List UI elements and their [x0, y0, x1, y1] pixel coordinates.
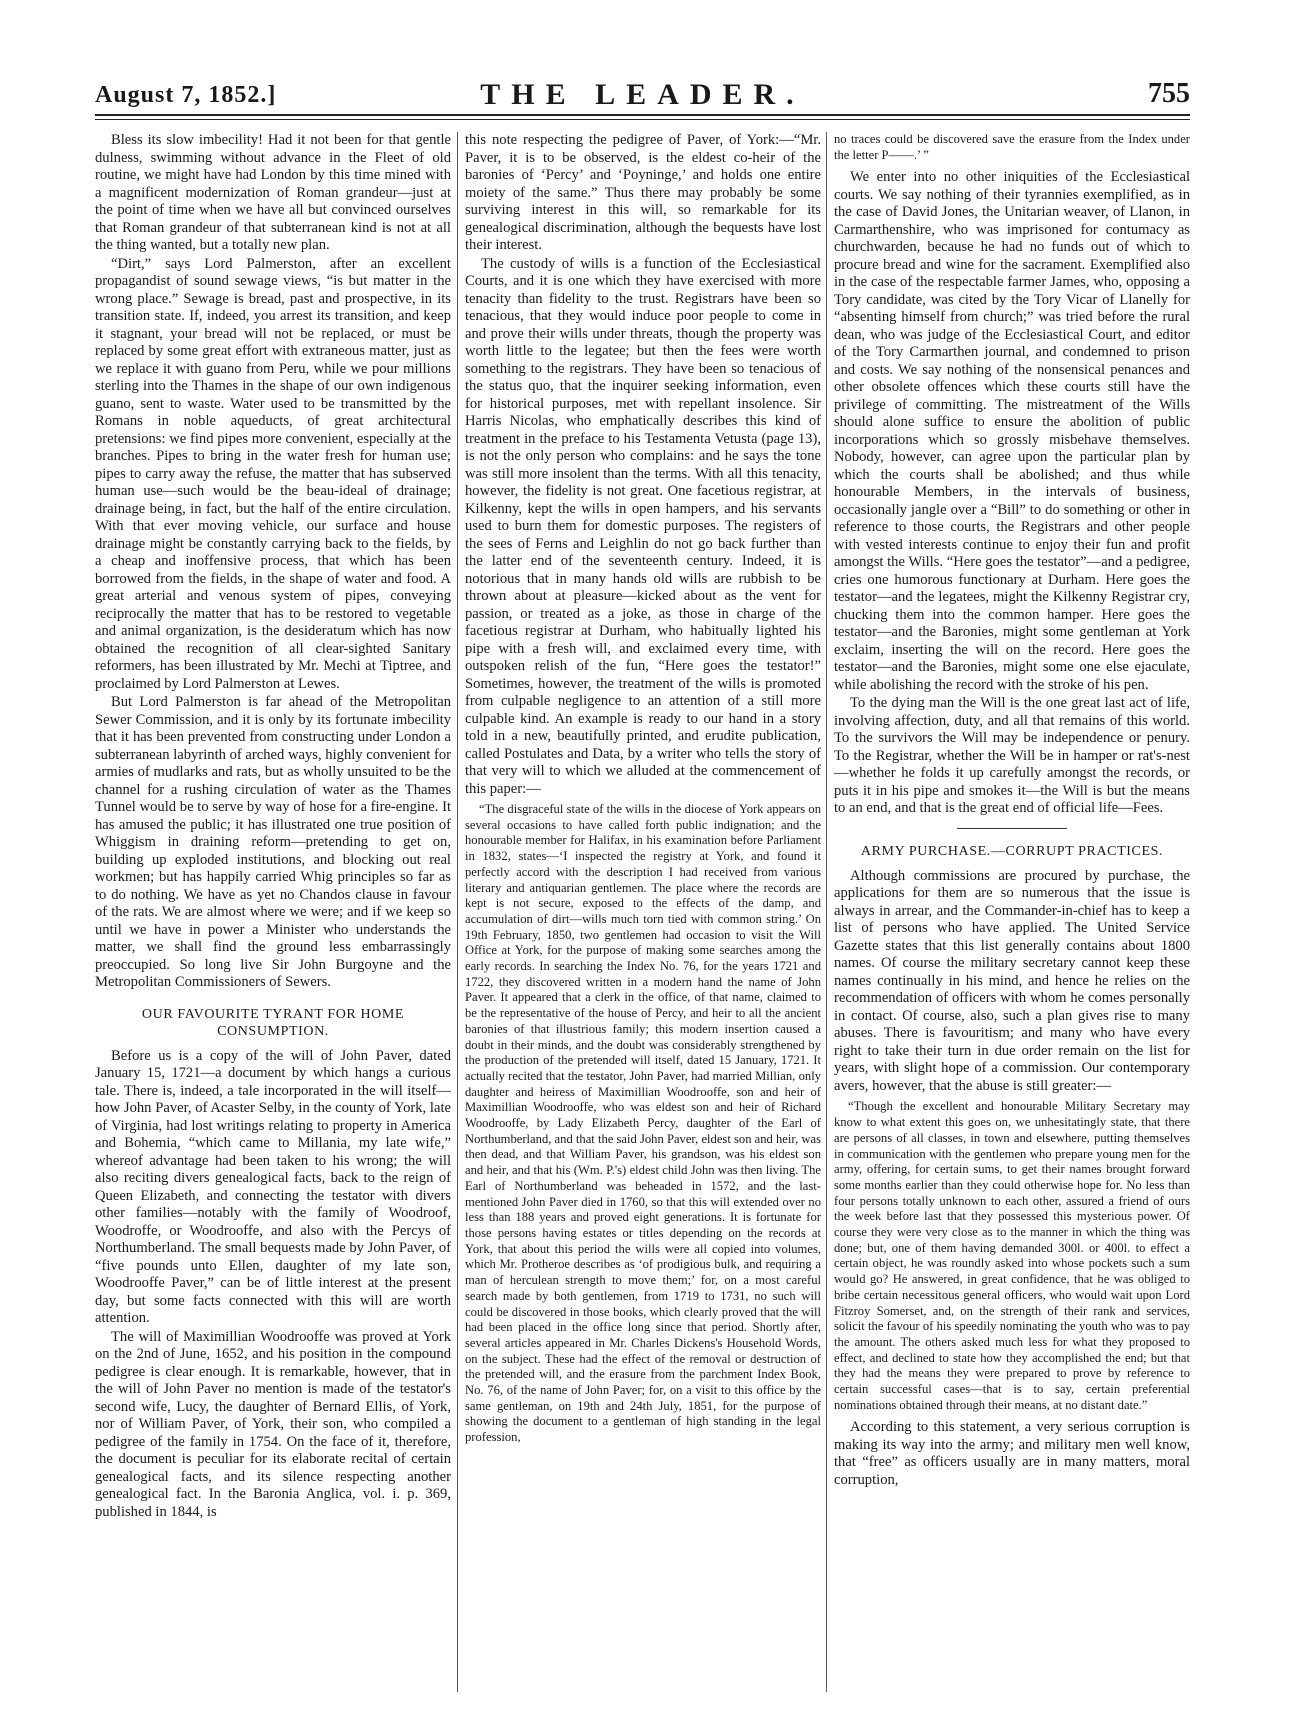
section-divider [957, 828, 1067, 829]
page-number: 755 [1148, 78, 1190, 109]
section-heading: ARMY PURCHASE.—CORRUPT PRACTICES. [860, 843, 1164, 859]
column-divider [457, 132, 458, 1692]
paragraph: But Lord Palmerston is far ahead of the Metropolitan Sewer Commission, and it is only by its fortunate imbecility that it has been prevented from constructing under London a subterranean labyrinth of arched ways, highly convenient for armies of mudlarks and rats, but as wholly unsuited to be the channel for a rushing circulation of water as the Thames Tunnel would be to serve by way of hose for a fire-engine. It has amused the public; it has illustrated one true position of Whiggism in draining reform—pretending to get on, building up exploded institutions, and blocking out real workmen; but has happily carried Whig principles so far as to do nothing. We have as yet no Chandos clause in favour of the rats. We are almost where we were; and if we keep so until we have in power a Minister who understands the matter, we shall find the ground less embarrassingly preoccupied. So long live Sir John Burgoyne and the Metropolitan Commissioners of Sewers. [95, 694, 451, 990]
masthead-rule-thin [95, 119, 1190, 120]
paragraph: According to this statement, a very serious corruption is making its way into the army; and military men well know, that “free” as officers usually are in many matters, moral corruption, [834, 1419, 1190, 1488]
block-quote [834, 1099, 1190, 1413]
paragraph: Although commissions are procured by purchase, the applications for them are so numerous that the issue is always in arrear, and the Commander-in-chief has to keep a list of persons who have applied. The United Service Gazette states that this list generally contains about 1800 names. Of course the military secretary cannot keep these names continually in his mind, and hence he relies on the recommendation of officers with whom he comes personally in contact. Of course, also, such a plan gives rise to many abuses. There is favouritism; and many who have every right to take their turn in due order remain on the list for years, with slight hope of a commission. Our contemporary avers, however, that the abuse is still greater:— [834, 867, 1190, 1094]
quote-text: “Though the excellent and honourable Military Secretary may know to what extent this goes on, we unhesitatingly state, that there are persons of all classes, in town and elsewhere, putting themselves in communication with the gentlemen who prepare young men for the army, offering, for certain sums, to get their names brought forward some months earlier than they could otherwise hope for. No less than four persons totally unknown to each other, assured a friend of ours the week before last that they possessed this mysterious power. Of course they were very close as to the manner in which the thing was done; but, one of them having demanded 300l. or 400l. to effect a certain object, he was roundly asked into whose pockets such a sum would go? He answered, in great confidence, that he was obliged to bribe certain necessitous general officers, who would wait upon Lord Fitzroy Somerset, and, on the strength of their rank and services, solicit the favour of his speedily nominating the youth who was to pay the amount. The others asked much less for what they proposed to effect, and declined to state how they accomplished the end; but that they had the means they were prepared to prove by reference to certain successful cases—that is to say, certain preferential nominations obtained through their means, at no distant date.” [834, 1099, 1190, 1412]
paragraph: Bless its slow imbecility! Had it not been for that gentle dulness, swimming without advance in the Fleet of old routine, we might have had London by this time mined with a magnificent modernization of Roman grandeur—just at the point of time when we have all but convinced ourselves that Roman grandeur of that subterranean kind is not at all the thing wanted, but a totally new plan. [95, 132, 451, 253]
paragraph: To the dying man the Will is the one great last act of life, involving affection, duty, and all that remains of this world. To the survivors the Will may be independence or penury. To the Registrar, whether the Will be in hamper or rat's-nest—whether he folds it up carefully amongst the records, or puts it in his pipe and smokes it—the Will is but the means to an end, and that is the great end of official life—Fees. [834, 695, 1190, 817]
block-quote [834, 132, 1190, 163]
masthead [95, 76, 1190, 116]
paragraph: The will of Maximillian Woodrooffe was proved at York on the 2nd of June, 1652, and his position in the compound pedigree is clear enough. It is remarkable, however, that in the will of John Paver no mention is made of the testator's second wife, Lucy, the daughter of Bernard Ellis, of York, nor of William Paver, of York, their son, who compiled a pedigree of the family in 1754. On the face of it, therefore, the document is peculiar for its elaborate recital of certain genealogical facts, and its silence respecting another genealogical fact. In the Baronia Anglica, vol. i. p. 369, published in 1844, is [95, 1328, 451, 1520]
column-1 [95, 132, 451, 1704]
paragraph: this note respecting the pedigree of Paver, of York:—“Mr. Paver, it is to be observed, is the eldest co-heir of the baronies of ‘Percy’ and ‘Poyninge,’ and holds one entire moiety of the same.” Thus there may probably be some surviving interest in this will, so remarkable for its genealogical discrimination, although the bequests have lost their interest. [465, 132, 821, 253]
paragraph: Before us is a copy of the will of John Paver, dated January 15, 1721—a document by which hangs a curious tale. There is, indeed, a tale incorporated in the will itself—how John Paver, of Acaster Selby, in the county of York, late of Virginia, had lost writings relating to property in America and Bohemia, “which came to Millania, my late wife,” whereof advantage had been taken to his wrong; the will also reciting divers genealogical facts, back to the reign of Queen Elizabeth, and connecting the testator with divers other families—notably with the family of Woodroof, Woodroffe, or Woodrooffe, and also with the Percys of Northumberland. The small bequests made by John Paver, of “five pounds unto Ellen, daughter of my late son, Woodrooffe Paver,” can be of little interest at the present day, but some facts connected with this will are worth attention. [95, 1047, 451, 1326]
column-divider [826, 132, 827, 1692]
paragraph: We enter into no other iniquities of the Ecclesiastical courts. We say nothing of their tyrannies exemplified, as in the case of David Jones, the Unitarian weaver, of Llanon, in Carmarthenshire, who was imprisoned for contumacy as churchwarden, because he had no funds out of which to procure bread and wine for the sacrament. Exemplified also in the case of the respectable farmer James, who, opposing a Tory candidate, was cited by the Tory Vicar of Llanelly for “absenting himself from church;” was tried before the rural dean, who was judge of the Ecclesiastical Court, and editor of the Tory Carmarthen journal, and condemned to prison and costs. We say nothing of the nonsensical penances and other obsolete offences which these courts still have the privilege of committing. The mistreatment of the Wills should alone suffice to ensure the abolition of public incorporations which so grossly misbehave themselves. Nobody, however, can agree upon the particular plan by which the courts shall be abolished; and thus while honourable Members, in the intervals of business, occasionally jangle over a “Bill” to do something or other in reference to those courts, the Registrars and other people with vested interests continue to enjoy their fun and profit amongst the Wills. “Here goes the testator”—and a pedigree, cries one humorous functionary at Durham. Here goes the testator—and the legatees, might the Kilkenny Registrar cry, chucking them into the common hamper. Here goes the testator—and the Baronies, might some gentleman at York exclaim, inserting the will on the record. Here goes the testator—and the Baronies, might some one else ejaculate, while abolishing the record with the stroke of his pen. [834, 169, 1190, 693]
column-2 [465, 132, 821, 1704]
newspaper-title: THE LEADER. [480, 78, 805, 111]
masthead-rule-thick [95, 114, 1190, 116]
paragraph: The custody of wills is a function of the Ecclesiastical Courts, and it is one which they have exercised with more tenacity than fidelity to the trust. Registrars have been so tenacious, that they would induce poor people to come in and prove their wills under threats, though the property was worth little to the legatee; but then the fees were worth something to the registrars. They have been so tenacious of the status quo, that the inquirer seeking information, even for historical purposes, met with repellant insolence. Sir Harris Nicolas, who emphatically describes this kind of treatment in the preface to his Testamenta Vetusta (page 13), is not the only person who complains: and he says the tone was still more insolent than the terms. With all this tenacity, however, the fidelity is not great. One facetious registrar, at Kilkenny, kept the wills in open hampers, and his servants used to burn them for domestic purposes. The registers of the sees of Ferns and Leighlin do not go back further than the latter end of the seventeenth century. Indeed, it is notorious that in many hands old wills are rubbish to be thrown about at pleasure—kicked about as the vent for passion, or treated as a joke, as those in charge of the facetious registrar at Durham, who habitually lighted his pipe with a fresh will, and exclaimed every time, with outspoken relish of the fun, “Here goes the testator!” Sometimes, however, the treatment of the wills is promoted from culpable negligence to an attention of a still more culpable kind. An example is ready to our hand in a story told in a new, beautifully printed, and erudite publication, called Postulates and Data, by a writer who tells the story of that very will to which we alluded at the commencement of this paper:— [465, 255, 821, 797]
quote-text: “The disgraceful state of the wills in the diocese of York appears on several occasions to have called forth public indignation; and the honourable member for Halifax, in his examination before Parliament in 1832, states—‘I inspected the registry at York, and found it perfectly accord with the description I had received from various literary and antiquarian gentlemen. The place where the records are kept is not secure, exposed to the effects of the damp, and accumulation of dirt—wills much torn tied with common string.’ On 19th February, 1850, two gentlemen had occasion to visit the Will Office at York, for the purpose of making some searches among the early records. In searching the Index No. 76, for the years 1721 and 1722, they discovered written in a modern hand the name of John Paver. It appeared that a clerk in the office, of that name, claimed to be the representative of the house of Percy, and heir to all the ancient baronies of that illustrious family; this modern insertion caused a doubt in their minds, and the doubt was considerably strengthened by the production of the pretended will itself, dated 15 January, 1721. It actually recited that the testator, John Paver, had married Millian, only daughter and heiress of Maximillian Woodrooffe, son and heir of Maximillian Woodrooffe, who was eldest son and heir of Richard Woodrooffe, by Lady Elizabeth Percy, daughter of the Earl of Northumberland, and that the said John Paver, eldest son and heir, was then dead, and that William Paver, his grandson, was his eldest son and heir, and that his (Wm. P.'s) eldest child John was then living. The Earl of Northumberland was beheaded in 1572, and the last-mentioned John Paver died in 1760, so that this will extended over no less than 188 years and proved eight generations. It is fortunate for those persons having estates or titles depending on the records at York, that about this period the wills were all copied into volumes, which Mr. Protheroe describes as ‘of prodigious bulk, and requiring a man of herculean strength to move them;’ for, on a most careful search made by both gentlemen, from 1719 to 1731, no such will could be discovered in those books, which clearly proved that the will had been placed in the office long since that period. Shortly after, several articles appeared in Mr. Charles Dickens's Household Words, on the subject. These had the effect of the removal or destruction of the pretended will, and the erasure from the parchment Index Book, No. 76, of the name of John Paver; for, on a visit to this office by the same gentleman, on 19th and 24th July, 1851, for the purpose of showing the document to a gentleman of high standing in the legal profession, [465, 802, 821, 1445]
column-3 [834, 132, 1190, 1704]
block-quote [465, 802, 821, 1446]
paragraph: “Dirt,” says Lord Palmerston, after an excellent propagandist of sound sewage views, “is but matter in the wrong place.” Sewage is bread, past and prospective, in its transition state. If, indeed, you arrest its transition, and keep it stagnant, your bread will not be replaced, or must be replaced by some great effort with extraneous matter, just as we replace it with guano from Peru, while we pour millions sterling into the Thames in the shape of our own indigenous guano, sent to waste. Water used to be transmitted by the Romans in noble aqueducts, of great architectural pretensions: we find pipes more convenient, especially at the branches. Pipes to bring in the water fresh for human use; pipes to carry away the refuse, the matter that has subserved human use—such would be the beau-ideal of drainage; drainage being, in fact, but the half of the entire circulation. With that ever moving vehicle, our surface and house drainage might be constantly carrying back to the fields, by a cheap and inoffensive process, that which has been borrowed from the fields, in the shape of water and food. A great arterial and venous system of pipes, conveying reciprocally the matter that has to be restored to vegetable and animal organization, is the desideratum which has now obtained the recognition of all clear-sighted Sanitary reformers, has been illustrated by Mr. Mechi at Tiptree, and proclaimed by Lord Palmerston at Lewes. [95, 255, 451, 692]
quote-text: no traces could be discovered save the erasure from the Index under the letter P——.’ ” [834, 132, 1190, 162]
section-heading: OUR FAVOURITE TYRANT FOR HOME CONSUMPTION. [141, 1006, 405, 1039]
issue-date: August 7, 1852.] [95, 82, 277, 108]
